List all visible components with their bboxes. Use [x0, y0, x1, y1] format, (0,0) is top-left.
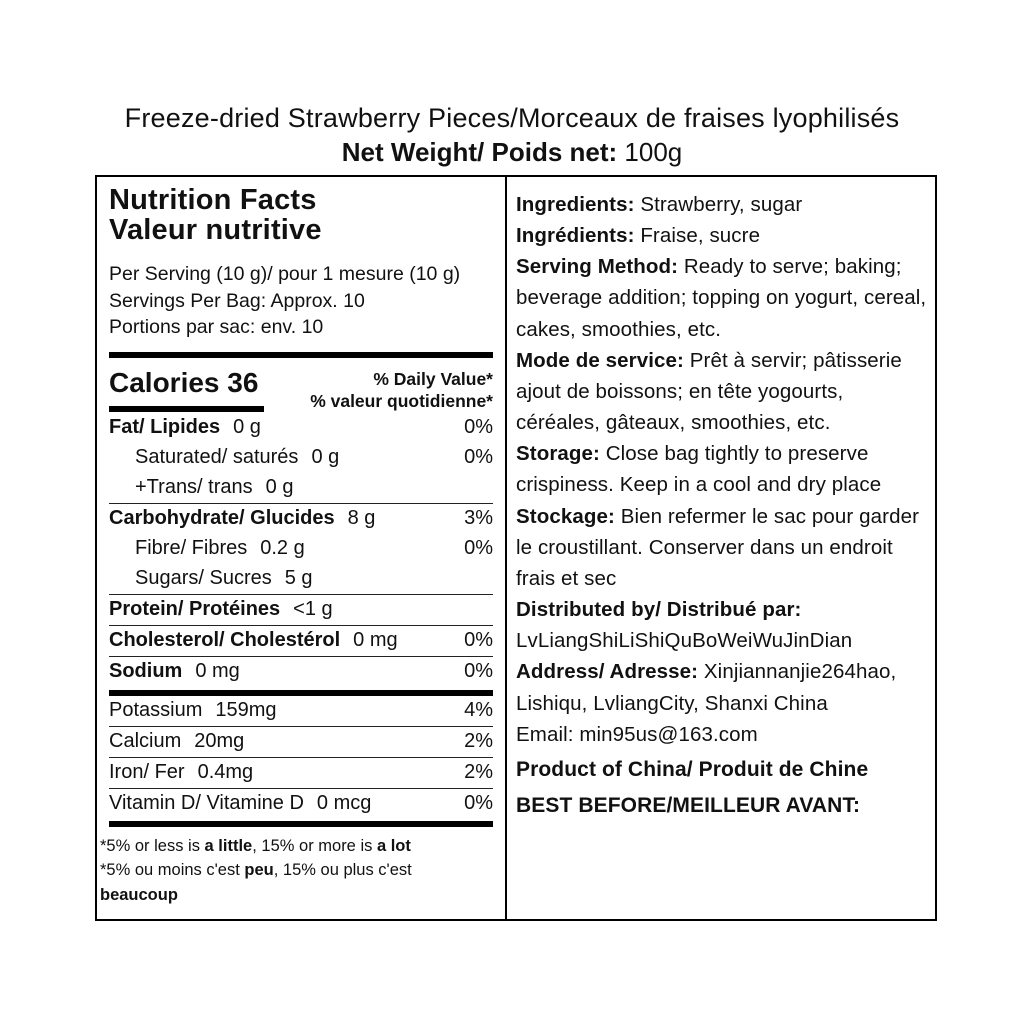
nutrient-amount: 0 mg — [195, 660, 240, 683]
daily-value-heading — [310, 367, 493, 413]
ingredients-line-fr: Ingrédients: Fraise, sucre — [516, 224, 761, 248]
nutrient-name: Fibre/ Fibres — [135, 537, 248, 560]
distributed-by-line: Distributed by/ Distribué par: LvLiangShiLiShiQuBoWeiWuJinDian — [516, 598, 853, 653]
nutrient-amount: 0 mcg — [316, 792, 372, 815]
nutrition-facts-panel — [97, 177, 507, 919]
nutrient-name: Cholesterol/ Cholestérol — [109, 629, 341, 652]
nutrient-name: Carbohydrate/ Glucides — [109, 507, 335, 530]
net-weight-line — [0, 137, 1024, 168]
nutrient-amount: 0.2 g — [260, 537, 305, 560]
nutrient-percent: 0% — [464, 416, 493, 439]
nutrient-row-cholesterol — [109, 626, 493, 656]
nutrient-amount: 20mg — [194, 730, 245, 753]
net-weight-value: 100g — [624, 137, 683, 167]
nutrition-facts-title-en: Nutrition Facts — [109, 184, 317, 216]
nutrient-amount: 0.4mg — [197, 761, 254, 784]
calories-heading: Calories 36 — [109, 367, 264, 412]
serving-method-line: Serving Method: Ready to serve; baking; beverage addition; topping on yogurt, cereal, cakes, smoothies, etc. — [516, 255, 927, 341]
ingredients-line-en: Ingredients: Strawberry, sugar — [516, 193, 803, 216]
daily-value-en: % Daily Value* — [373, 368, 493, 389]
nutrient-row-iron — [109, 758, 493, 788]
per-serving-line: Per Serving (10 g)/ pour 1 mesure (10 g) — [109, 262, 461, 285]
calories-section — [109, 367, 493, 413]
nutrient-row-vitamin-d — [109, 789, 493, 819]
nutrient-amount: 159mg — [215, 699, 277, 722]
footnote-en: *5% or less is a little, 15% or more is a lot — [100, 836, 411, 855]
nutrient-row-protein — [109, 595, 493, 625]
nutrient-row-carbohydrate — [109, 504, 493, 534]
daily-value-footnotes — [100, 834, 493, 908]
nutrient-row-fibre — [109, 534, 493, 564]
nutrition-facts-title-fr: Valeur nutritive — [109, 214, 322, 247]
nutrient-amount: <1 g — [293, 598, 333, 621]
email-line: Email: min95us@163.com — [516, 722, 758, 746]
nutrient-percent: 0% — [464, 537, 493, 560]
storage-line-en: Storage: Close bag tightly to preserve crispiness. Keep in a cool and dry place — [516, 442, 882, 497]
daily-value-fr: % valeur quotidienne* — [310, 390, 493, 411]
address-line: Address/ Adresse: Xinjiannanjie264hao, Lishiqu, LvliangCity, Shanxi China — [516, 660, 897, 715]
nutrient-name: Sodium — [109, 660, 183, 683]
nutrient-name: Protein/ Protéines — [109, 598, 281, 621]
nutrient-percent: 3% — [464, 507, 493, 530]
nutrient-name: Fat/ Lipides — [109, 416, 221, 439]
product-info-panel — [507, 177, 935, 919]
nutrient-name: Saturated/ saturés — [135, 446, 299, 469]
net-weight-label: Net Weight/ Poids net: — [341, 137, 618, 167]
nutrient-percent: 0% — [464, 792, 493, 815]
nutrient-percent: 4% — [464, 699, 493, 722]
nutrient-row-calcium — [109, 727, 493, 757]
nutrient-name: Sugars/ Sucres — [135, 567, 272, 590]
nutrient-name: Calcium — [109, 730, 182, 753]
nutrient-name: +Trans/ trans — [135, 476, 253, 499]
nutrient-row-sugars — [109, 564, 493, 594]
best-before-line: BEST BEFORE/MEILLEUR AVANT: — [516, 793, 861, 817]
nutrient-percent: 2% — [464, 730, 493, 753]
nutrient-name: Iron/ Fer — [109, 761, 185, 784]
title-block — [0, 103, 1024, 168]
label-box — [95, 175, 937, 921]
product-title: Freeze-dried Strawberry Pieces/Morceaux de fraises lyophilisés — [124, 103, 900, 133]
nutrient-amount: 0 g — [233, 416, 261, 439]
nutrient-percent: 0% — [464, 446, 493, 469]
nutrient-percent: 2% — [464, 761, 493, 784]
nutrient-amount: 0 g — [265, 476, 294, 499]
product-of-china-line: Product of China/ Produit de Chine — [516, 757, 869, 781]
nutrient-row-fat — [109, 413, 493, 443]
footnote-fr: *5% ou moins c'est peu, 15% ou plus c'est beaucoup — [100, 861, 412, 905]
nutrient-row-saturated — [109, 443, 493, 473]
nutrient-row-potassium — [109, 696, 493, 726]
nutrient-row-trans — [109, 473, 493, 503]
nutrient-percent: 0% — [464, 660, 493, 683]
portions-par-sac-line: Portions par sac: env. 10 — [109, 316, 324, 339]
nutrient-amount: 0 mg — [353, 629, 398, 652]
separator-thick-bar — [109, 352, 493, 358]
nutrient-amount: 5 g — [284, 567, 313, 590]
separator-thick-bar — [109, 821, 493, 827]
nutrient-row-sodium — [109, 657, 493, 687]
mode-de-service-line: Mode de service: Prêt à servir; pâtisserie ajout de boissons; en tête yogourts, céréales, gâteaux, smoothies, etc. — [516, 348, 902, 435]
serving-info — [109, 261, 493, 341]
nutrient-amount: 8 g — [347, 507, 376, 530]
storage-line-fr: Stockage: Bien refermer le sac pour garder le croustillant. Conserver dans un endroit frais et sec — [516, 504, 919, 590]
servings-per-bag-line: Servings Per Bag: Approx. 10 — [109, 289, 365, 312]
nutrient-amount: 0 g — [311, 446, 340, 469]
nutrient-name: Vitamin D/ Vitamine D — [109, 792, 304, 815]
nutrient-percent: 0% — [464, 629, 493, 652]
nutrient-name: Potassium — [109, 699, 203, 722]
